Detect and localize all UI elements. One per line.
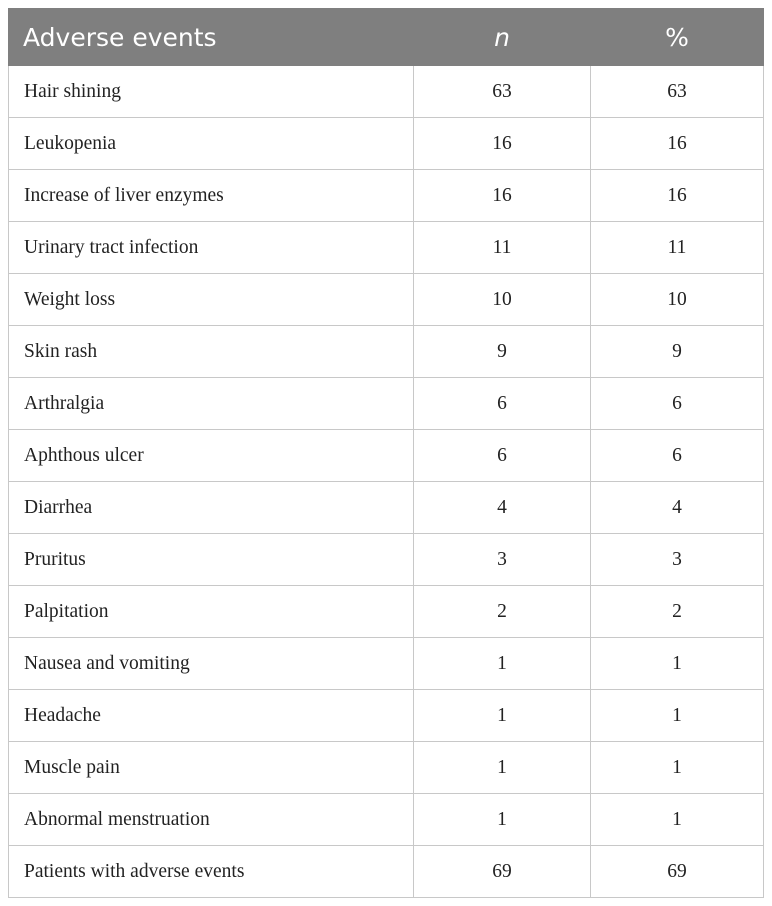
cell-n: 4 [414, 482, 591, 534]
table-row [9, 326, 764, 378]
cell-percent: 1 [591, 794, 764, 846]
cell-percent: 69 [591, 846, 764, 898]
cell-percent: 3 [591, 534, 764, 586]
cell-n: 16 [414, 118, 591, 170]
cell-percent: 11 [591, 222, 764, 274]
table-row [9, 378, 764, 430]
cell-adverse-event: Arthralgia [9, 378, 414, 430]
cell-percent: 16 [591, 118, 764, 170]
cell-percent: 2 [591, 586, 764, 638]
cell-percent: 4 [591, 482, 764, 534]
cell-adverse-event: Patients with adverse events [9, 846, 414, 898]
cell-percent: 1 [591, 638, 764, 690]
cell-adverse-event: Headache [9, 690, 414, 742]
table-row [9, 274, 764, 326]
cell-n: 1 [414, 742, 591, 794]
table-row [9, 690, 764, 742]
cell-adverse-event: Urinary tract infection [9, 222, 414, 274]
cell-adverse-event: Muscle pain [9, 742, 414, 794]
cell-n: 9 [414, 326, 591, 378]
adverse-events-table-container [8, 8, 763, 898]
table-row [9, 482, 764, 534]
cell-n: 1 [414, 638, 591, 690]
cell-n: 69 [414, 846, 591, 898]
table-row [9, 430, 764, 482]
header-percent: % [591, 9, 764, 66]
header-n-label: n [494, 22, 510, 52]
cell-adverse-event: Nausea and vomiting [9, 638, 414, 690]
cell-adverse-event: Palpitation [9, 586, 414, 638]
cell-percent: 16 [591, 170, 764, 222]
cell-n: 2 [414, 586, 591, 638]
cell-percent: 63 [591, 66, 764, 118]
table-row [9, 638, 764, 690]
cell-adverse-event: Diarrhea [9, 482, 414, 534]
cell-percent: 9 [591, 326, 764, 378]
cell-n: 16 [414, 170, 591, 222]
cell-adverse-event: Weight loss [9, 274, 414, 326]
adverse-events-table [8, 8, 764, 898]
table-row [9, 66, 764, 118]
cell-percent: 1 [591, 742, 764, 794]
header-n [414, 9, 591, 66]
cell-n: 11 [414, 222, 591, 274]
table-header-row [9, 9, 764, 66]
cell-n: 3 [414, 534, 591, 586]
cell-adverse-event: Increase of liver enzymes [9, 170, 414, 222]
table-row [9, 742, 764, 794]
cell-adverse-event: Hair shining [9, 66, 414, 118]
table-row [9, 534, 764, 586]
cell-percent: 10 [591, 274, 764, 326]
cell-n: 1 [414, 690, 591, 742]
cell-n: 6 [414, 378, 591, 430]
table-row [9, 794, 764, 846]
cell-adverse-event: Pruritus [9, 534, 414, 586]
table-row [9, 170, 764, 222]
header-adverse-events: Adverse events [9, 9, 414, 66]
cell-percent: 6 [591, 378, 764, 430]
cell-percent: 6 [591, 430, 764, 482]
table-row [9, 846, 764, 898]
cell-adverse-event: Leukopenia [9, 118, 414, 170]
cell-adverse-event: Abnormal menstruation [9, 794, 414, 846]
cell-adverse-event: Aphthous ulcer [9, 430, 414, 482]
table-row [9, 118, 764, 170]
cell-n: 10 [414, 274, 591, 326]
cell-adverse-event: Skin rash [9, 326, 414, 378]
cell-n: 1 [414, 794, 591, 846]
table-body [9, 66, 764, 898]
table-row [9, 222, 764, 274]
cell-n: 63 [414, 66, 591, 118]
table-row [9, 586, 764, 638]
cell-percent: 1 [591, 690, 764, 742]
cell-n: 6 [414, 430, 591, 482]
